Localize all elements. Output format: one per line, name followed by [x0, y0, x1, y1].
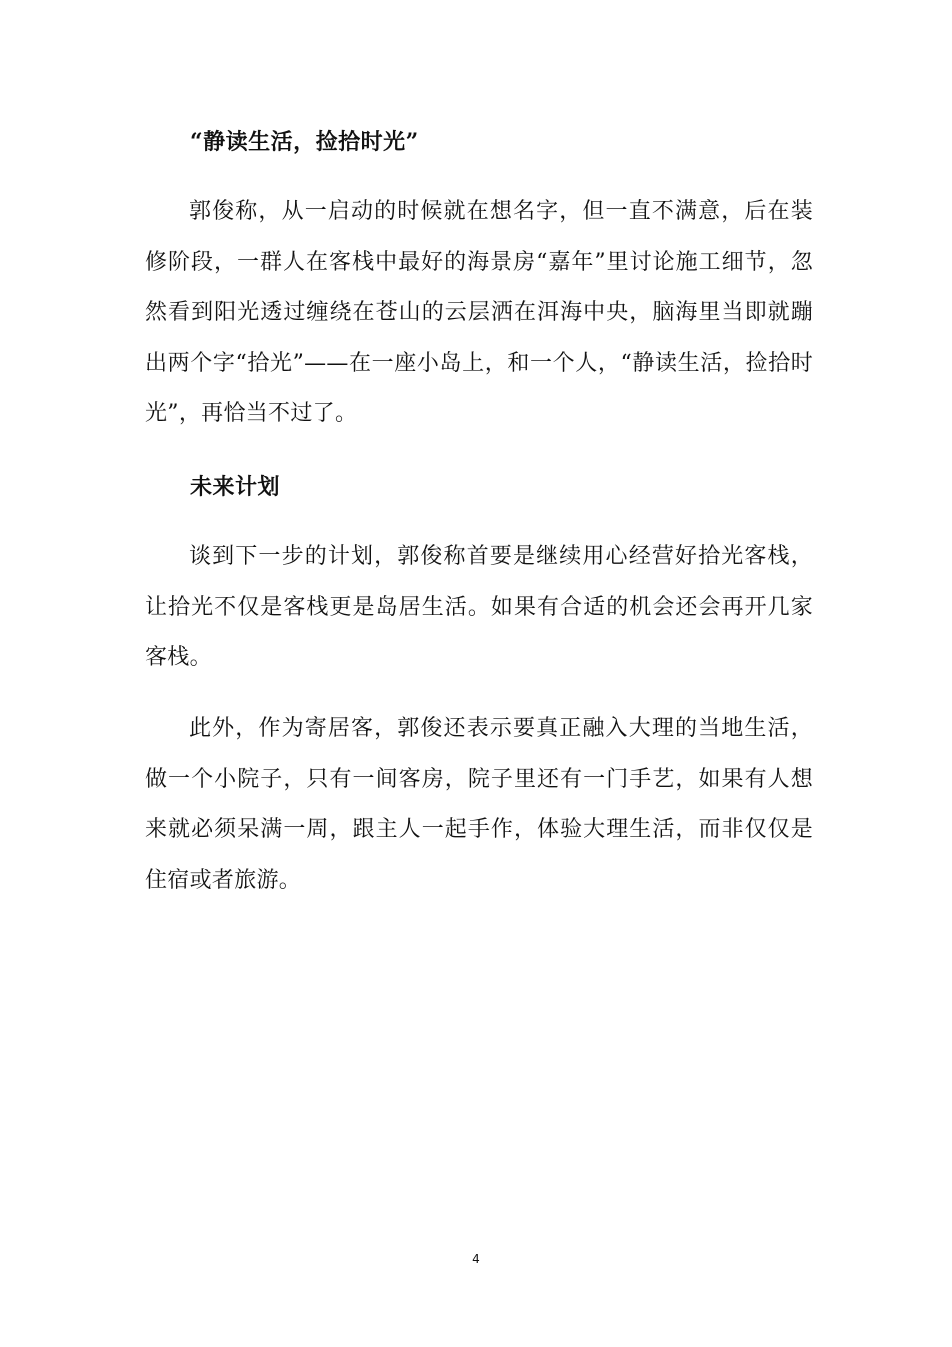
paragraph-local-life: 此外，作为寄居客，郭俊还表示要真正融入大理的当地生活，做一个小院子，只有一间客房，院子里还有一门手艺，如果有人想来就必须呆满一周，跟主人一起手作，体验大理生活，而非仅仅是住宿或者旅游。: [145, 716, 813, 893]
section-heading-future-plans: 未来计划: [190, 474, 281, 500]
paragraph-naming-story: 郭俊称，从一启动的时候就在想名字，但一直不满意，后在装修阶段，一群人在客栈中最好的海景房“嘉年”里讨论施工细节，忽然看到阳光透过缠绕在苍山的云层洒在洱海中央，脑海里当即就蹦出两个字“拾光”——在一座小岛上，和一个人，“静读生活，捡拾时光”，再恰当不过了。: [145, 199, 813, 426]
paragraph-next-steps: 谈到下一步的计划，郭俊称首要是继续用心经营好拾光客栈，让拾光不仅是客栈更是岛居生活。如果有合适的机会还会再开几家客栈。: [145, 544, 813, 670]
section-heading-quote: “静读生活，捡拾时光”: [190, 129, 419, 155]
page-number: 4: [472, 1252, 480, 1266]
